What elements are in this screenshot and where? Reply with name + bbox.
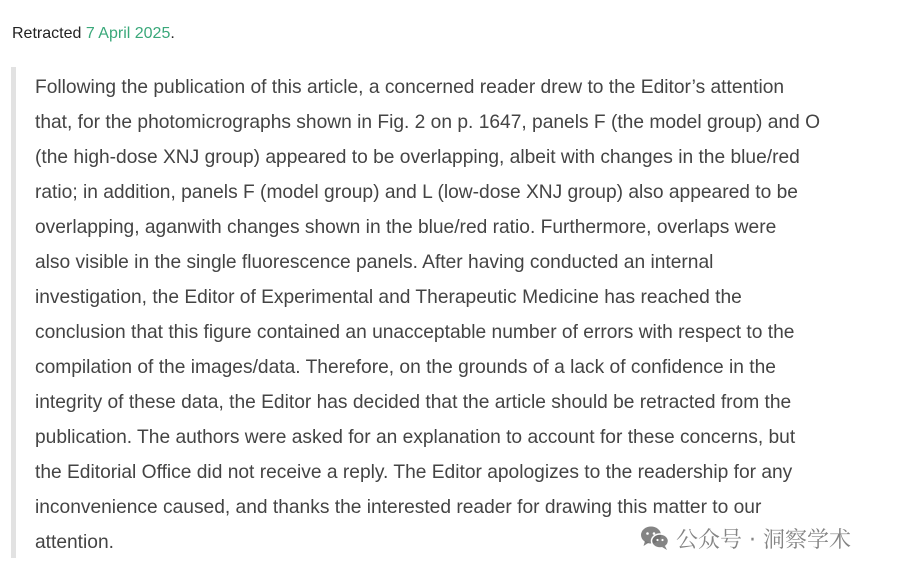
notice-line: investigation, the Editor of Experimental and Therapeutic Medicine has reached the: [35, 287, 742, 308]
notice-line: publication. The authors were asked for an explanation to account for these concerns, but: [35, 427, 796, 448]
notice-line: also visible in the single fluorescence panels. After having conducted an internal: [35, 252, 714, 273]
notice-line: ratio; in addition, panels F (model group) and L (low-dose XNJ group) also appeared to be: [35, 182, 798, 203]
notice-line: the Editorial Office did not receive a reply. The Editor apologizes to the readership for any: [35, 462, 793, 483]
notice-line: attention.: [35, 532, 114, 553]
retracted-label: Retracted: [12, 25, 82, 42]
notice-line: inconvenience caused, and thanks the interested reader for drawing this matter to our: [35, 497, 762, 518]
retraction-notice-header: [12, 22, 175, 46]
notice-line: integrity of these data, the Editor has decided that the article should be retracted from the: [35, 392, 792, 413]
notice-line: Following the publication of this article, a concerned reader drew to the Editor’s attention: [35, 77, 785, 98]
retraction-date-link[interactable]: 7 April 2025: [85, 25, 171, 42]
wechat-icon: [640, 525, 670, 551]
notice-line: compilation of the images/data. Therefore, on the grounds of a lack of confidence in the: [35, 357, 776, 378]
notice-line: that, for the photomicrographs shown in Fig. 2 on p. 1647, panels F (the model group) and O: [35, 112, 821, 133]
notice-line: (the high-dose XNJ group) appeared to be overlapping, albeit with changes in the blue/red: [35, 147, 800, 168]
retraction-period: .: [170, 25, 175, 42]
notice-line: conclusion that this figure contained an unacceptable number of errors with respect to the: [35, 322, 795, 343]
blockquote-bar: [11, 67, 16, 558]
retraction-notice-text: [35, 70, 895, 560]
notice-line: overlapping, aganwith changes shown in the blue/red ratio. Furthermore, overlaps were: [35, 217, 777, 238]
wechat-watermark: [640, 521, 851, 555]
watermark-text: 公众号 · 洞察学术: [676, 527, 851, 553]
